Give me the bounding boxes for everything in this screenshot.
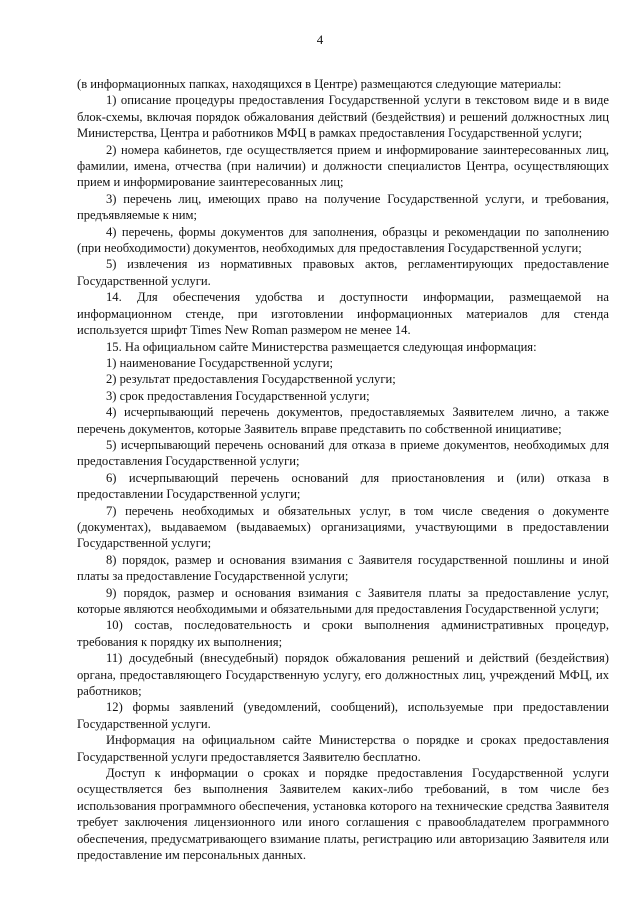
paragraph-item-1-procedure-description: 1) описание процедуры предоставления Государственной услуги в текстовом виде и в виде блок-схемы, включая порядок обжалования действий (бездействия) и решений должностных лиц Министерства, Центра и работников МФЦ в рамках предоставления Государственной услуги;	[77, 93, 609, 141]
list-item-8-state-fee: 8) порядок, размер и основания взимания с Заявителя государственной пошлины и иной платы за предоставление Государственной услуги;	[77, 552, 609, 584]
list-item-6-suspension-grounds: 6) исчерпывающий перечень оснований для приостановления и (или) отказа в предоставлении Государственной услуги;	[77, 470, 609, 502]
list-item-3-service-term: 3) срок предоставления Государственной услуги;	[106, 388, 370, 403]
paragraph-free-information: Информация на официальном сайте Министерства о порядке и сроках предоставления Государственной услуги предоставляется Заявителю бесплатно.	[77, 733, 609, 764]
paragraph-access-conditions: Доступ к информации о сроках и порядке предоставления Государственной услуги осуществляется без выполнения Заявителем каких-либо требований, в том числе без использования программного обеспечения, установка которого на технические средства Заявителя требует заключения лицензионного или иного соглашения с правообладателем программного обеспечения, предусматривающего взимание платы, регистрацию или авторизацию Заявителя или предоставление им персональных данных.	[77, 766, 609, 863]
list-item-2-service-result: 2) результат предоставления Государственной услуги;	[106, 372, 396, 387]
paragraph-item-3-eligible-persons: 3) перечень лиц, имеющих право на получение Государственной услуги, и требования, предъявляемые к ним;	[77, 191, 609, 223]
list-item-4-documents-list: 4) исчерпывающий перечень документов, предоставляемых Заявителем лично, а также перечень документов, которые Заявитель вправе представить по собственной инициативе;	[77, 405, 609, 436]
list-item-9-service-fees: 9) порядок, размер и основания взимания с Заявителя платы за предоставление услуг, которые являются необходимыми и обязательными для предоставления Государственной услуги;	[77, 585, 609, 616]
list-item-10-procedures: 10) состав, последовательность и сроки выполнения административных процедур, требования к порядку их выполнения;	[77, 618, 609, 649]
paragraph-item-5-legal-extracts: 5) извлечения из нормативных правовых актов, регламентирующих предоставление Государственной услуги.	[77, 257, 609, 288]
list-item-11-appeal-procedure: 11) досудебный (внесудебный) порядок обжалования решений и действий (бездействия) органа, предоставляющего Государственную услугу, его должностных лиц, учреждений МФЦ, их работников;	[77, 651, 609, 699]
paragraph-continuation: (в информационных папках, находящихся в Центре) размещаются следующие материалы:	[77, 77, 562, 91]
document-body	[77, 76, 609, 864]
paragraph-item-4-document-forms: 4) перечень, формы документов для заполнения, образцы и рекомендации по заполнению (при необходимости) документов, необходимых для предоставления Государственной услуги;	[77, 224, 609, 256]
paragraph-section-15: 15. На официальном сайте Министерства размещается следующая информация:	[106, 339, 537, 354]
paragraph-section-14: 14. Для обеспечения удобства и доступности информации, размещаемой на информационном стенде, при изготовлении информационных материалов для стенда используется шрифт Times New Roman размером не менее 14.	[77, 290, 609, 338]
list-item-12-application-forms: 12) формы заявлений (уведомлений, сообщений), используемые при предоставлении Государственной услуги.	[77, 700, 609, 731]
page-number: 4	[316, 32, 324, 47]
list-item-5-refusal-grounds: 5) исчерпывающий перечень оснований для отказа в приеме документов, необходимых для предоставления Государственной услуги;	[77, 437, 609, 469]
paragraph-item-2-cabinet-numbers: 2) номера кабинетов, где осуществляется прием и информирование заинтересованных лиц, фамилии, имена, отчества (при наличии) и должности специалистов Центра, осуществляющих прием и информирование заинтересованных лиц;	[77, 142, 609, 190]
list-item-1-service-name: 1) наименование Государственной услуги;	[106, 355, 333, 370]
list-item-7-required-services: 7) перечень необходимых и обязательных услуг, в том числе сведения о документе (документах), выдаваемом (выдаваемых) организациями, участвующими в предоставлении Государственной услуги;	[77, 503, 609, 551]
